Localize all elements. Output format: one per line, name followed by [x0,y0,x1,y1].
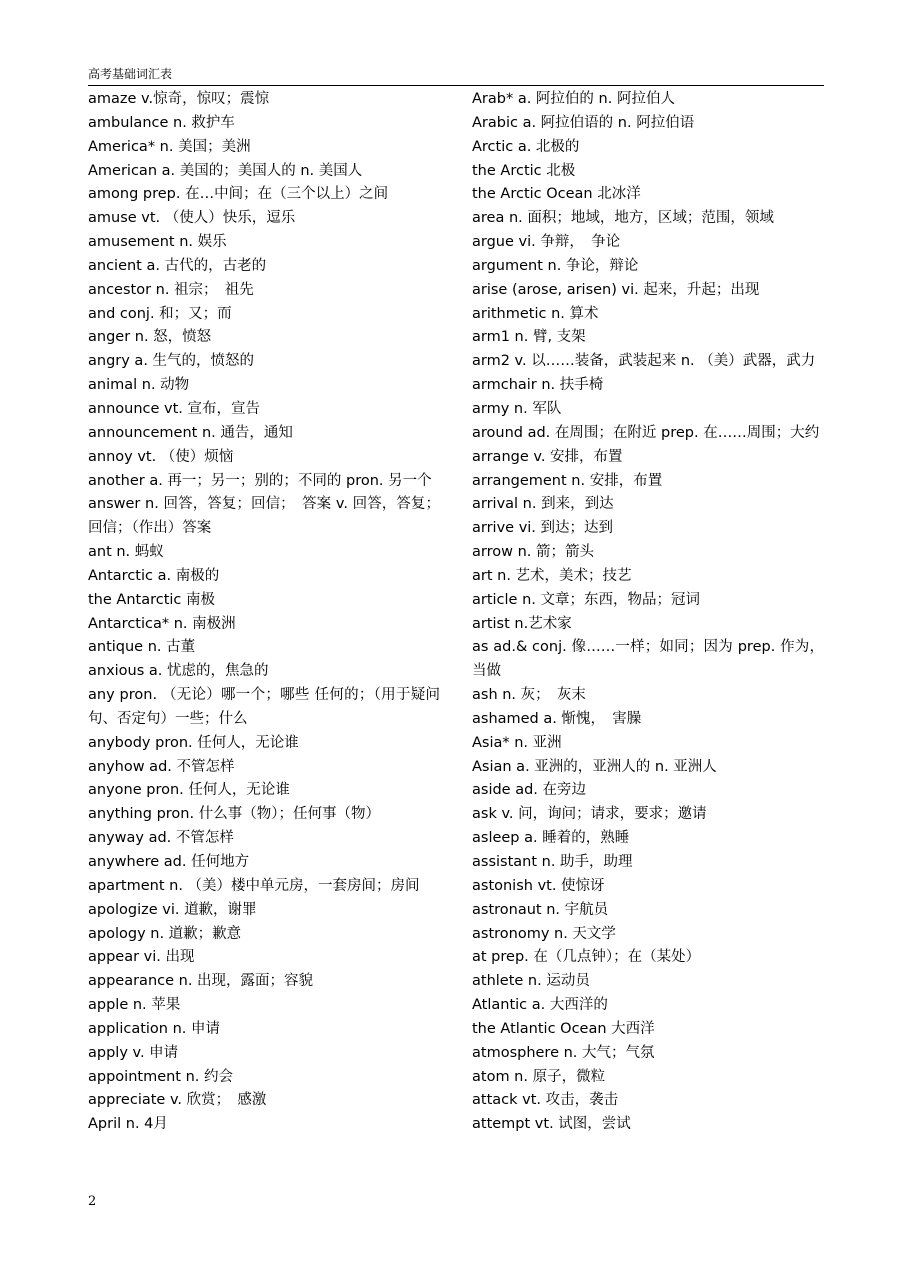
vocabulary-entry: appearance n. 出现，露面；容貌 [88,973,314,990]
vocabulary-entry: article n. 文章；东西，物品；冠词 [472,591,700,608]
vocabulary-entry: arrow n. 箭；箭头 [472,544,594,561]
vocabulary-entry: aside ad. 在旁边 [472,782,587,799]
vocabulary-entry: ancient a. 古代的，古老的 [88,257,267,274]
vocabulary-entry: anyone pron. 任何人，无论谁 [88,782,290,799]
vocabulary-column-right [472,88,824,1137]
vocabulary-entry: Asia* n. 亚洲 [472,734,562,751]
vocabulary-entry: appreciate v. 欣赏； 感激 [88,1092,267,1109]
vocabulary-entry: antique n. 古董 [88,639,196,656]
vocabulary-entry: among prep. 在…中间；在（三个以上）之间 [88,186,389,203]
vocabulary-entry: attack vt. 攻击，袭击 [472,1092,619,1109]
vocabulary-entry: apology n. 道歉；歉意 [88,925,242,942]
vocabulary-entry: and conj. 和；又；而 [88,305,232,322]
vocabulary-entry: ambulance n. 救护车 [88,114,235,131]
vocabulary-entry: American a. 美国的；美国人的 n. 美国人 [88,162,363,179]
vocabulary-entry: appointment n. 约会 [88,1068,234,1085]
vocabulary-entry: argue vi. 争辩， 争论 [472,234,621,251]
vocabulary-entry: announce vt. 宣布，宣告 [88,400,261,417]
page-header: 高考基础词汇表 [88,64,824,86]
page-number: 2 [88,1194,97,1209]
vocabulary-entry: arm1 n. 臂, 支架 [472,329,586,346]
vocabulary-entry: Arab* a. 阿拉伯的 n. 阿拉伯人 [472,91,675,107]
vocabulary-entry: arrive vi. 到达；达到 [472,520,614,537]
vocabulary-entry: Arctic a. 北极的 [472,138,580,155]
vocabulary-entry: anywhere ad. 任何地方 [88,854,250,870]
vocabulary-entry: any pron. （无论）哪一个；哪些 任何的；（用于疑问句、否定句）一些；什么 [88,687,440,727]
vocabulary-entry: arithmetic n. 算术 [472,305,599,322]
vocabulary-entry: apply v. 申请 [88,1044,179,1061]
vocabulary-entry: anyway ad. 不管怎样 [88,830,234,847]
vocabulary-entry: appear vi. 出现 [88,949,195,966]
vocabulary-entry: Asian a. 亚洲的，亚洲人的 n. 亚洲人 [472,758,717,775]
vocabulary-entry: Antarctic a. 南极的 [88,567,220,584]
vocabulary-entry: animal n. 动物 [88,377,190,394]
vocabulary-entry: amusement n. 娱乐 [88,234,227,251]
vocabulary-entry: anything pron. 什么事（物）；任何事（物） [88,806,380,823]
vocabulary-entry: the Atlantic Ocean 大西洋 [472,1020,655,1037]
vocabulary-entry: atom n. 原子，微粒 [472,1068,606,1085]
vocabulary-entry: Arabic a. 阿拉伯语的 n. 阿拉伯语 [472,114,695,131]
vocabulary-entry: Atlantic a. 大西洋的 [472,997,608,1014]
vocabulary-entry: assistant n. 助手，助理 [472,854,633,870]
vocabulary-entry: asleep a. 睡着的，熟睡 [472,830,630,847]
vocabulary-entry: angry a. 生气的，愤怒的 [88,353,255,370]
vocabulary-entry: ask v. 问，询问；请求，要求；邀请 [472,806,707,823]
vocabulary-entry: application n. 申请 [88,1020,221,1037]
vocabulary-entry: arise (arose, arisen) vi. 起来，升起；出现 [472,281,760,298]
vocabulary-entry: area n. 面积；地域，地方，区域；范围，领域 [472,210,774,227]
vocabulary-entry: as ad.& conj. 像……一样；如同；因为 prep. 作为，当做 [472,639,824,680]
vocabulary-entry: the Arctic Ocean 北冰洋 [472,186,641,203]
vocabulary-entry: attempt vt. 试图，尝试 [472,1116,631,1133]
vocabulary-entry: Antarctica* n. 南极洲 [88,615,236,632]
vocabulary-entry: anger n. 怒，愤怒 [88,329,212,346]
vocabulary-entry: astonish vt. 使惊讶 [472,877,605,894]
vocabulary-entry: arrangement n. 安排，布置 [472,472,663,489]
vocabulary-entry: the Arctic 北极 [472,162,576,179]
vocabulary-entry: answer n. 回答，答复；回信； 答案 v. 回答，答复；回信；（作出）答案 [88,496,440,537]
vocabulary-entry: apartment n. （美）楼中单元房，一套房间；房间 [88,877,420,894]
vocabulary-entry: atmosphere n. 大气；气氛 [472,1044,655,1061]
vocabulary-entry: athlete n. 运动员 [472,973,590,990]
vocabulary-entry: another a. 再一；另一；别的；不同的 pron. 另一个 [88,472,432,489]
vocabulary-entry: arm2 v. 以……装备，武装起来 n. （美）武器，武力 [472,353,816,370]
vocabulary-entry: ancestor n. 祖宗； 祖先 [88,281,254,298]
vocabulary-entry: astronaut n. 宇航员 [472,901,609,918]
vocabulary-column-left [88,88,440,1137]
vocabulary-entry: ant n. 蚂蚁 [88,544,164,561]
vocabulary-entry: amaze v.惊奇，惊叹；震惊 [88,91,270,107]
vocabulary-entry: art n. 艺术，美术；技艺 [472,567,632,584]
vocabulary-entry: April n. 4月 [88,1116,168,1133]
vocabulary-entry: announcement n. 通告，通知 [88,424,293,441]
vocabulary-entry: army n. 军队 [472,400,562,417]
vocabulary-entry: annoy vt. （使）烦恼 [88,448,234,465]
vocabulary-entry: astronomy n. 天文学 [472,925,616,942]
vocabulary-entry: around ad. 在周围；在附近 prep. 在……周围；大约 [472,424,820,441]
vocabulary-entry: anxious a. 忧虑的，焦急的 [88,663,269,680]
vocabulary-entry: at prep. 在（几点钟）；在（某处） [472,949,701,966]
vocabulary-entry: anyhow ad. 不管怎样 [88,758,235,775]
vocabulary-entry: the Antarctic 南极 [88,591,215,608]
vocabulary-entry: America* n. 美国；美洲 [88,138,251,155]
vocabulary-entry: apologize vi. 道歉，谢罪 [88,901,257,918]
vocabulary-entry: anybody pron. 任何人，无论谁 [88,734,299,751]
vocabulary-entry: ashamed a. 惭愧， 害臊 [472,710,642,727]
vocabulary-entry: artist n.艺术家 [472,615,572,632]
vocabulary-entry: ash n. 灰； 灰末 [472,687,586,704]
vocabulary-entry: amuse vt. （使人）快乐，逗乐 [88,210,296,227]
vocabulary-entry: arrange v. 安排，布置 [472,448,623,465]
vocabulary-entry: argument n. 争论，辩论 [472,257,639,274]
vocabulary-entry: apple n. 苹果 [88,997,181,1014]
vocabulary-entry: arrival n. 到来，到达 [472,496,614,513]
vocabulary-entry: armchair n. 扶手椅 [472,377,604,394]
